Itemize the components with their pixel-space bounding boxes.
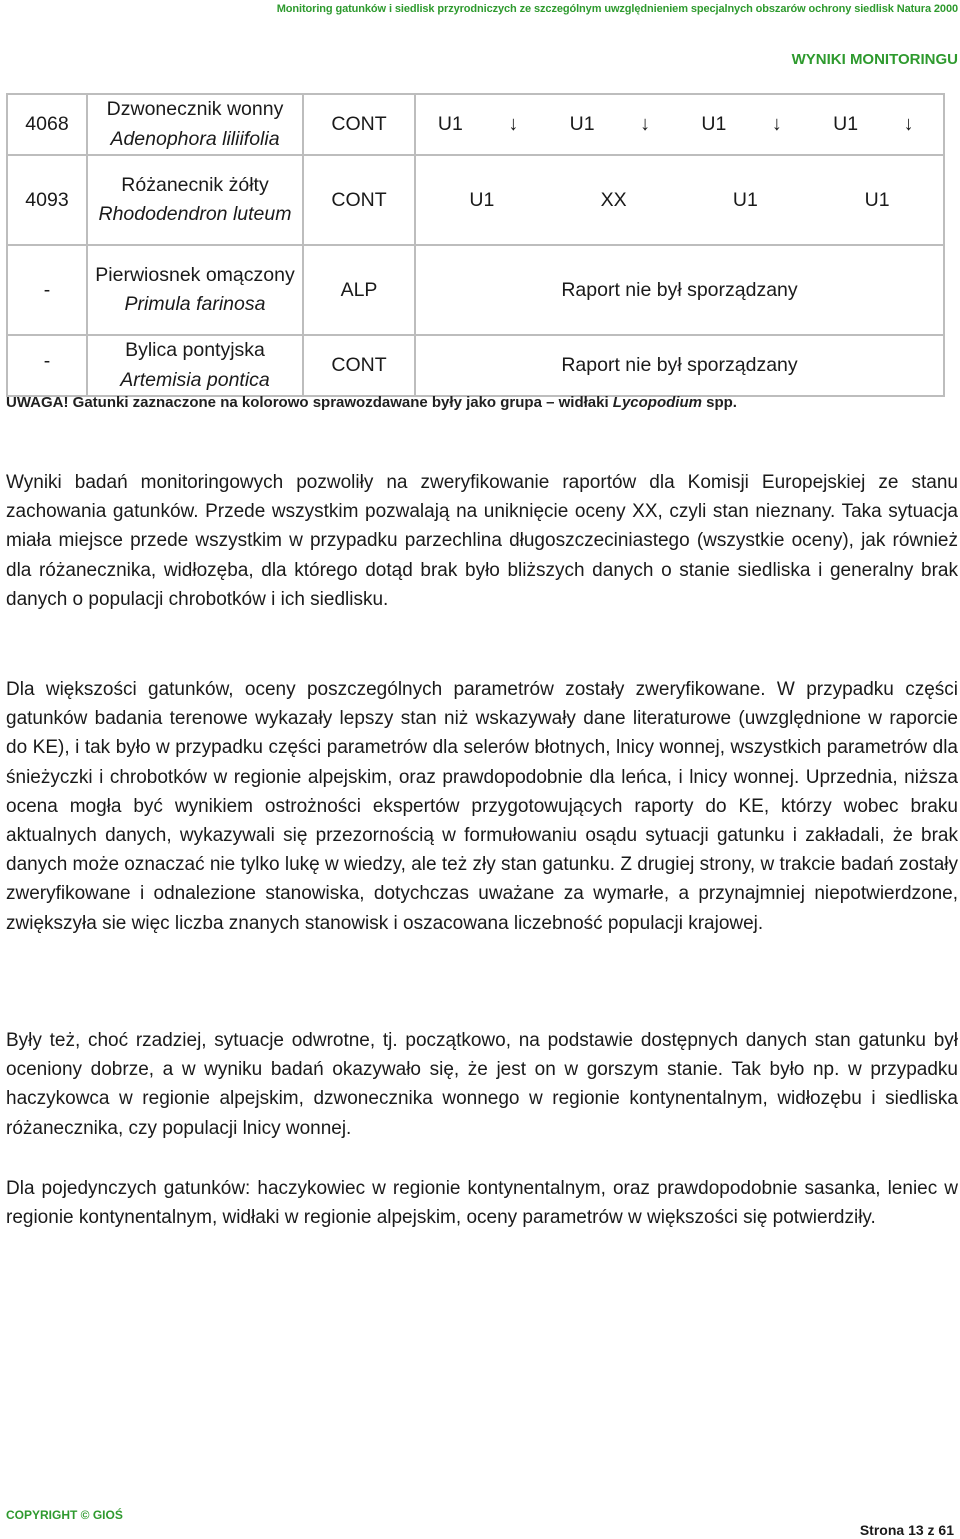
table-row xyxy=(7,155,944,245)
status-value: U1 ↓ xyxy=(420,113,543,136)
species-code: - xyxy=(7,335,87,396)
species-code: 4068 xyxy=(7,94,87,155)
region-cell: CONT xyxy=(303,94,415,155)
status-value: U1 ↓ xyxy=(684,113,807,136)
status-value: U1 xyxy=(469,188,495,211)
species-name: Dzwonecznik wonny Adenophora liliifolia xyxy=(87,94,303,155)
running-title: Monitoring gatunków i siedlisk przyrodniczych ze szczególnym uwzględnieniem specjalnych obszarów ochrony siedlisk Natura 2000 xyxy=(276,3,958,15)
region-cell: ALP xyxy=(303,245,415,335)
page-number: Strona 13 z 61 xyxy=(859,1522,954,1538)
body-paragraph: Dla pojedynczych gatunków: haczykowiec w regionie kontynentalnym, oraz prawdopodobnie sasanka, leniec w regionie kontynentalnym, widłaki w regionie alpejskim, oceny parametrów w większości się potwierdziły. xyxy=(6,1178,958,1229)
status-value: U1 xyxy=(864,188,890,211)
species-code: - xyxy=(7,245,87,335)
status-cell xyxy=(415,94,944,155)
species-code: 4093 xyxy=(7,155,87,245)
status-cell xyxy=(415,335,944,396)
species-name: Różanecnik żółty Rhododendron luteum xyxy=(87,155,303,245)
status-value: U1 ↓ xyxy=(816,113,939,136)
status-cell xyxy=(415,155,944,245)
monitoring-table xyxy=(6,93,945,397)
down-arrow-icon: ↓ xyxy=(903,113,914,135)
species-name: Pierwiosnek omączony Primula farinosa xyxy=(87,245,303,335)
body-paragraph: Dla większości gatunków, oceny poszczególnych parametrów zostały zweryfikowane. W przypadku części gatunków badania terenowe wykazały lepszy stan niż wskazywały dane literaturowe (uwzględnione w raporcie do KE), i tak było w przypadku części parametrów dla selerów błotnych, lnicy wonnej, wszystkich parametrów dla śnieżyczki i chrobotków w regionie alpejskim, oraz prawdopodobnie dla leńca, i lnicy wonnej. Uprzednia, niższa ocena mogła być wynikiem ostrożności ekspertów przygotowujących raporty do KE, którzy wobec braku aktualnych danych, wykazywali się przezornością w formułowaniu osądu sytuacji gatunku i zakładali, że brak danych może oznaczać nie tylko lukę w wiedzy, ale też zły stan gatunku. Z drugiej strony, w trakcie badań zostały zweryfikowane i odnalezione stanowiska, dotychczas uważane za wymarłe, a przynajmniej niepotwierdzone, zwiększyła sie więc liczba znanych stanowisk i oszacowana liczebność populacji krajowej. xyxy=(6,679,958,934)
report-note: Raport nie był sporządzany xyxy=(561,354,798,376)
table-row xyxy=(7,335,944,396)
body-paragraph: Wyniki badań monitoringowych pozwoliły na zweryfikowanie raportów dla Komisji Europejskiej ze stanu zachowania gatunków. Przede wszystkim pozwalają na uniknięcie oceny XX, czyli stan nieznany. Taka sytuacja miała miejsce przede wszystkim w przypadku parzechlina długoszczeciniastego (wszystkie oceny), jak również dla różanecznika, widłozęba, dla którego dotąd brak było bliższych danych o stanie siedliska i generalny brak danych o populacji chrobotków i ich siedlisku. xyxy=(6,472,958,610)
table-row xyxy=(7,94,944,155)
status-cell xyxy=(415,245,944,335)
down-arrow-icon: ↓ xyxy=(640,113,651,135)
region-cell: CONT xyxy=(303,155,415,245)
body-paragraph: Były też, choć rzadziej, sytuacje odwrotne, tj. początkowo, na podstawie dostępnych danych stan gatunku był oceniony dobrze, a w wyniku badań okazywało się, że jest on w gorszym stanie. Tak było np. w przypadku haczykowca w regionie alpejskim, dzwonecznika wonnego w regionie kontynentalnym, widłozębu i siedliska różanecznika, czy populacji lnicy wonnej. xyxy=(6,1030,958,1139)
copyright-notice: COPYRIGHT © GIOŚ xyxy=(6,1508,123,1522)
down-arrow-icon: ↓ xyxy=(508,113,519,135)
down-arrow-icon: ↓ xyxy=(771,113,782,135)
table-row xyxy=(7,245,944,335)
section-title: WYNIKI MONITORINGU xyxy=(791,51,958,68)
report-note: Raport nie był sporządzany xyxy=(561,278,798,301)
warning-note: UWAGA! Gatunki zaznaczone na kolorowo sprawozdawane były jako grupa – widłaki Lycopodium spp. xyxy=(6,394,737,411)
region-cell: CONT xyxy=(303,335,415,396)
species-name: Bylica pontyjska Artemisia pontica xyxy=(87,335,303,396)
status-value: U1 ↓ xyxy=(552,113,675,136)
status-value: XX xyxy=(600,188,627,211)
status-value: U1 xyxy=(732,188,758,211)
